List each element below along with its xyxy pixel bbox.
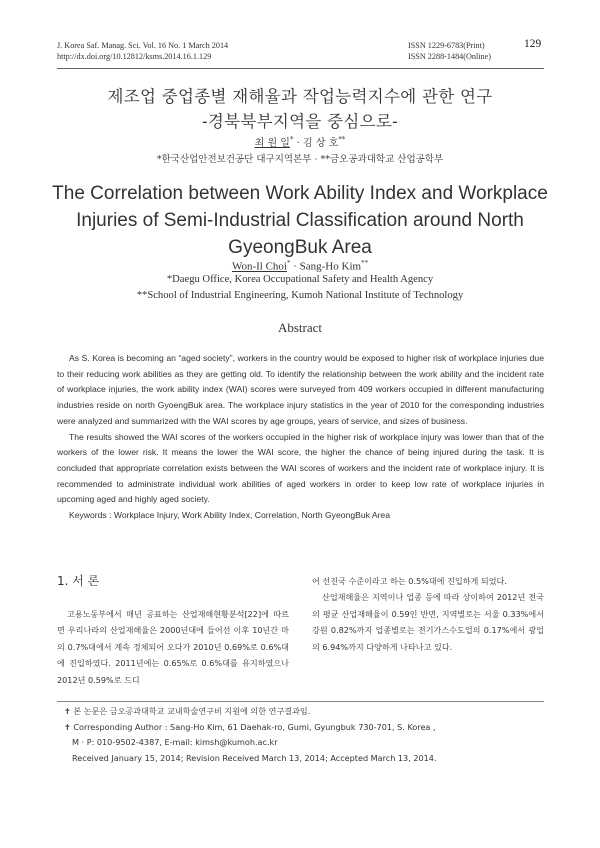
english-title-line1: The Correlation between Work Ability Index and Workplace — [52, 183, 548, 204]
korean-author-separator: · — [293, 138, 304, 149]
english-author-separator: · — [290, 260, 300, 273]
korean-title-line2: -경북북부지역을 중심으로- — [202, 112, 398, 131]
abstract-paragraph-2: The results showed the WAI scores of the workers occupied in the higher risk of workplace injury was lower than that of the workers of the lower risk. It means the lower the WAI score, the higher the chance of being injured during the task. It is concluded that appropriate correlation exists between the WAI scores of workers and the incident rate of workplace injury. It is recommended to administrate individual work abilities of aged workers in order to keep low rate of workplace injuries in upcoming aged and highly aged society. — [57, 431, 544, 505]
korean-author-2: 김 상 호 — [303, 138, 339, 149]
page-number: 129 — [524, 38, 542, 50]
english-author-2-mark: ** — [361, 259, 369, 267]
footnote-divider — [57, 701, 544, 702]
footnote-contact: M · P: 010-9502-4387, E-mail: kimsh@kumoh.ac.kr — [72, 737, 278, 748]
korean-author-1: 최 원 일 — [254, 138, 290, 149]
keywords: Keywords : Workplace Injury, Work Ability Index, Correlation, North GyeongBuk Area — [69, 510, 390, 521]
footnotes — [64, 704, 544, 766]
intro-paragraph-right: 산업재해율은 지역이나 업종 등에 따라 상이하여 2012년 전국의 평균 산업재해율이 0.59인 반면, 지역별로는 서울 0.33%에서 강원 0.82%까지 업종별로는 전기가스수도업의 0.17%에서 광업의 6.94%까지 다양하게 나타나고 있다. — [312, 592, 544, 652]
issn-print: ISSN 1229-6783(Print) — [408, 41, 485, 50]
left-column — [57, 606, 289, 688]
header-divider — [57, 68, 544, 69]
korean-author-1-mark: * — [289, 135, 294, 144]
doi-link[interactable]: http://dx.doi.org/10.12812/ksms.2014.16.1.129 — [57, 52, 212, 61]
english-affiliation-2: **School of Industrial Engineering, Kumoh National Institute of Technology — [136, 290, 464, 301]
english-title-line3: GyeongBuk Area — [228, 237, 372, 258]
intro-paragraph-left: 고용노동부에서 매년 공표하는 산업재해현황분석[22]에 따르면 우리나라의 산업재해율은 2000년대에 들어선 이후 10년간 마의 0.7%대에서 계속 정체되어 오다가 2010년 0.69%로 0.6%대에 진입하였다. 2011년에는 0.65%로 0.6%대를 유지하였으나 2012년 0.59%로 드디 — [57, 609, 289, 685]
english-author-2: Sang-Ho Kim — [299, 260, 362, 273]
korean-title — [40, 84, 560, 134]
english-affiliations — [40, 272, 560, 304]
abstract-body — [57, 351, 544, 524]
right-column — [312, 573, 544, 655]
english-authors — [40, 259, 560, 273]
issn-online: ISSN 2288-1484(Online) — [408, 52, 492, 61]
footnote-dates: Received January 15, 2014; Revision Received March 13, 2014; Accepted March 13, 2014. — [72, 752, 437, 763]
korean-affiliation: *한국산업안전보건공단 대구지역본부 · **금오공과대학교 산업공학부 — [156, 154, 444, 165]
english-title — [40, 180, 560, 261]
korean-title-line1: 제조업 중업종별 재해율과 작업능력지수에 관한 연구 — [107, 87, 493, 106]
issn-block — [408, 40, 491, 62]
abstract-heading: Abstract — [277, 320, 323, 335]
english-title-line2: Injuries of Semi-Industrial Classification around North — [76, 210, 524, 231]
abstract-paragraph-1: As S. Korea is becoming an “aged society”, workers in the country would be exposed to higher risk of workplace injuries due to their reducing work abilities as they are getting old. To identify the relationship between the work ability and the incident rate of workplace injuries, the work ability index (WAI) scores were surveyed from 409 workers occupied in different manufacturing industries reside on north GyoengBuk area. The workplace injury statistics in the year of 2010 for the corresponding industries were analyzed and summarized with the WAI scores by age groups, years of service, and sizes of business. — [57, 353, 544, 426]
journal-header — [57, 40, 228, 62]
footnote-corresponding-author: ✝ Corresponding Author : Sang-Ho Kim, 61 Daehak-ro, Gumi, Gyungbuk 730-701, S. Korea , — [64, 721, 436, 732]
english-affiliation-1: *Daegu Office, Korea Occupational Safety and Health Agency — [166, 274, 434, 285]
english-author-1: Won-Il Choi — [231, 260, 287, 273]
korean-author-2-mark: ** — [338, 135, 346, 144]
english-author-1-mark: * — [286, 259, 291, 267]
journal-citation: J. Korea Saf. Manag. Sci. Vol. 16 No. 1 March 2014 — [57, 41, 229, 50]
intro-continuation: 어 선진국 수준이라고 하는 0.5%대에 진입하게 되었다. — [312, 576, 507, 586]
korean-authors — [40, 134, 560, 149]
section-heading-introduction: 1. 서 론 — [57, 574, 100, 588]
footnote-funding: ✝ 본 논문은 금오공과대학교 교내학술연구비 지원에 의한 연구결과임. — [64, 706, 311, 716]
